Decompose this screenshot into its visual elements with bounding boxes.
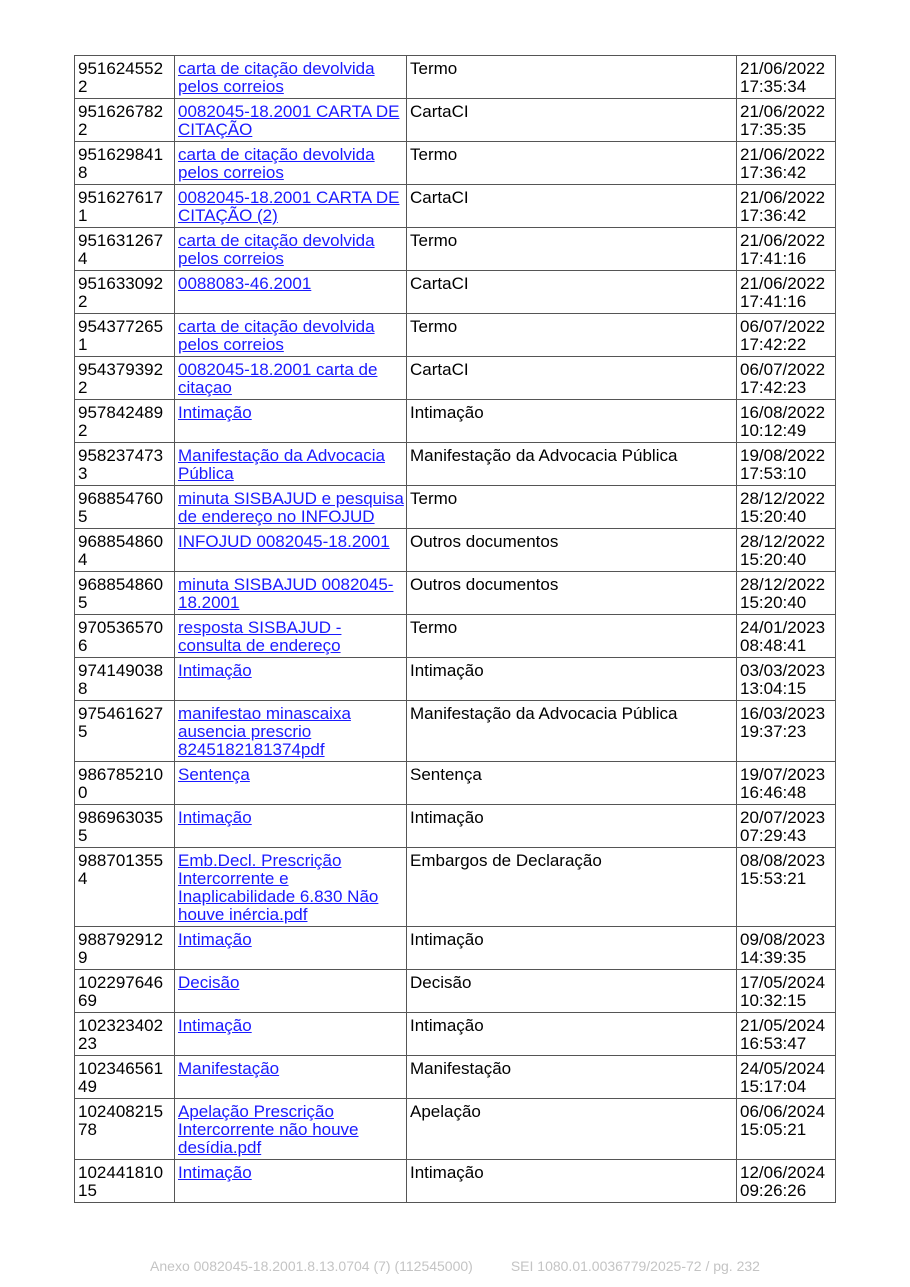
- document-date: 12/06/2024: [740, 1163, 826, 1182]
- document-type-cell: Intimação: [407, 1160, 737, 1203]
- table-row: [75, 805, 836, 848]
- document-time: 17:35:35: [740, 120, 807, 139]
- document-time: 10:32:15: [740, 991, 807, 1010]
- document-link[interactable]: carta de citação devolvida pelos correios: [178, 145, 375, 182]
- document-name-cell: [175, 1013, 407, 1056]
- document-datetime-cell: [737, 658, 836, 701]
- document-time: 14:39:35: [740, 948, 807, 967]
- page-footer: [0, 1258, 910, 1274]
- document-datetime-cell: [737, 927, 836, 970]
- document-datetime-cell: [737, 805, 836, 848]
- documents-table-body: [75, 56, 836, 1203]
- table-row: [75, 443, 836, 486]
- document-name-cell: [175, 658, 407, 701]
- document-type-cell: Termo: [407, 142, 737, 185]
- document-link[interactable]: Decisão: [178, 973, 240, 992]
- document-date: 21/06/2022: [740, 231, 826, 250]
- document-time: 15:53:21: [740, 869, 807, 888]
- document-time: 17:53:10: [740, 464, 807, 483]
- document-name-cell: [175, 357, 407, 400]
- footer-sei-page: SEI 1080.01.0036779/2025-72 / pg. 232: [510, 1258, 760, 1274]
- document-link[interactable]: Intimação: [178, 661, 252, 680]
- document-type-cell: Manifestação: [407, 1056, 737, 1099]
- document-time: 15:20:40: [740, 507, 807, 526]
- document-id-cell: 9543772651: [75, 314, 175, 357]
- table-row: [75, 314, 836, 357]
- table-row: [75, 400, 836, 443]
- document-date: 21/06/2022: [740, 188, 826, 207]
- document-link[interactable]: minuta SISBAJUD 0082045-18.2001: [178, 575, 394, 612]
- table-row: [75, 615, 836, 658]
- document-time: 15:05:21: [740, 1120, 807, 1139]
- document-name-cell: [175, 848, 407, 927]
- document-datetime-cell: [737, 615, 836, 658]
- document-name-cell: [175, 1160, 407, 1203]
- document-type-cell: Termo: [407, 228, 737, 271]
- document-name-cell: [175, 271, 407, 314]
- table-row: [75, 185, 836, 228]
- table-row: [75, 572, 836, 615]
- document-time: 17:41:16: [740, 292, 807, 311]
- document-name-cell: [175, 56, 407, 99]
- document-date: 08/08/2023: [740, 851, 826, 870]
- document-id-cell: 9516298418: [75, 142, 175, 185]
- document-type-cell: Apelação: [407, 1099, 737, 1160]
- document-type-cell: Decisão: [407, 970, 737, 1013]
- table-row: [75, 658, 836, 701]
- document-name-cell: [175, 927, 407, 970]
- document-type-cell: Termo: [407, 486, 737, 529]
- document-id-cell: 10244181015: [75, 1160, 175, 1203]
- document-type-cell: CartaCI: [407, 271, 737, 314]
- document-time: 09:26:26: [740, 1181, 807, 1200]
- document-time: 15:17:04: [740, 1077, 807, 1096]
- document-id-cell: 9754616275: [75, 701, 175, 762]
- table-row: [75, 701, 836, 762]
- document-type-cell: Manifestação da Advocacia Pública: [407, 701, 737, 762]
- document-date: 21/05/2024: [740, 1016, 826, 1035]
- document-datetime-cell: [737, 99, 836, 142]
- document-id-cell: 9516267822: [75, 99, 175, 142]
- document-datetime-cell: [737, 142, 836, 185]
- document-id-cell: 9869630355: [75, 805, 175, 848]
- document-name-cell: [175, 1099, 407, 1160]
- document-id-cell: 9516312674: [75, 228, 175, 271]
- document-id-cell: 9543793922: [75, 357, 175, 400]
- document-type-cell: Manifestação da Advocacia Pública: [407, 443, 737, 486]
- document-id-cell: 9887929129: [75, 927, 175, 970]
- document-id-cell: 10229764669: [75, 970, 175, 1013]
- document-date: 21/06/2022: [740, 274, 826, 293]
- document-link[interactable]: Intimação: [178, 1016, 252, 1035]
- document-datetime-cell: [737, 1099, 836, 1160]
- document-type-cell: Intimação: [407, 1013, 737, 1056]
- documents-table: [74, 55, 836, 1203]
- document-name-cell: [175, 572, 407, 615]
- table-row: [75, 142, 836, 185]
- table-row: [75, 1056, 836, 1099]
- document-type-cell: Outros documentos: [407, 529, 737, 572]
- document-id-cell: 10240821578: [75, 1099, 175, 1160]
- table-row: [75, 927, 836, 970]
- document-datetime-cell: [737, 357, 836, 400]
- document-name-cell: [175, 701, 407, 762]
- document-datetime-cell: [737, 443, 836, 486]
- document-name-cell: [175, 1056, 407, 1099]
- document-type-cell: Termo: [407, 615, 737, 658]
- table-row: [75, 848, 836, 927]
- document-link[interactable]: 0082045-18.2001 CARTA DE CITAÇÃO: [178, 102, 400, 139]
- document-type-cell: CartaCI: [407, 185, 737, 228]
- document-date: 09/08/2023: [740, 930, 826, 949]
- document-type-cell: CartaCI: [407, 99, 737, 142]
- document-type-cell: Intimação: [407, 400, 737, 443]
- document-link[interactable]: Intimação: [178, 403, 252, 422]
- document-time: 13:04:15: [740, 679, 807, 698]
- document-time: 16:46:48: [740, 783, 807, 802]
- document-link[interactable]: 0082045-18.2001 CARTA DE CITAÇÃO (2): [178, 188, 400, 225]
- document-type-cell: Intimação: [407, 927, 737, 970]
- document-id-cell: 9688548604: [75, 529, 175, 572]
- document-datetime-cell: [737, 56, 836, 99]
- document-name-cell: [175, 99, 407, 142]
- document-time: 15:20:40: [740, 550, 807, 569]
- document-date: 21/06/2022: [740, 59, 826, 78]
- document-datetime-cell: [737, 1013, 836, 1056]
- document-link[interactable]: resposta SISBAJUD - consulta de endereço: [178, 618, 342, 655]
- document-time: 17:36:42: [740, 206, 807, 225]
- document-type-cell: Embargos de Declaração: [407, 848, 737, 927]
- document-name-cell: [175, 970, 407, 1013]
- document-link[interactable]: Manifestação da Advocacia Pública: [178, 446, 385, 483]
- document-type-cell: CartaCI: [407, 357, 737, 400]
- document-time: 17:42:22: [740, 335, 807, 354]
- document-date: 21/06/2022: [740, 145, 826, 164]
- document-link[interactable]: Intimação: [178, 808, 252, 827]
- document-id-cell: 9705365706: [75, 615, 175, 658]
- document-datetime-cell: [737, 1056, 836, 1099]
- document-date: 24/01/2023: [740, 618, 826, 637]
- document-id-cell: 9582374733: [75, 443, 175, 486]
- document-date: 19/08/2022: [740, 446, 826, 465]
- document-time: 17:42:23: [740, 378, 807, 397]
- document-name-cell: [175, 762, 407, 805]
- document-date: 21/06/2022: [740, 102, 826, 121]
- table-row: [75, 1013, 836, 1056]
- table-row: [75, 357, 836, 400]
- document-datetime-cell: [737, 486, 836, 529]
- document-date: 28/12/2022: [740, 575, 826, 594]
- document-time: 17:35:34: [740, 77, 807, 96]
- document-date: 17/05/2024: [740, 973, 826, 992]
- document-datetime-cell: [737, 970, 836, 1013]
- document-time: 17:36:42: [740, 163, 807, 182]
- document-id-cell: 10232340223: [75, 1013, 175, 1056]
- document-id-cell: 9516245522: [75, 56, 175, 99]
- document-link[interactable]: manifestao minascaixa ausencia prescrio 8245182181374pdf: [178, 704, 351, 759]
- document-id-cell: 9688547605: [75, 486, 175, 529]
- document-link[interactable]: INFOJUD 0082045-18.2001: [178, 532, 390, 551]
- document-type-cell: Intimação: [407, 658, 737, 701]
- document-link[interactable]: minuta SISBAJUD e pesquisa de endereço no INFOJUD: [178, 489, 404, 526]
- table-row: [75, 762, 836, 805]
- document-date: 24/05/2024: [740, 1059, 826, 1078]
- document-datetime-cell: [737, 314, 836, 357]
- table-row: [75, 228, 836, 271]
- document-datetime-cell: [737, 1160, 836, 1203]
- document-name-cell: [175, 486, 407, 529]
- table-row: [75, 56, 836, 99]
- document-date: 06/07/2022: [740, 317, 826, 336]
- document-datetime-cell: [737, 529, 836, 572]
- document-datetime-cell: [737, 572, 836, 615]
- document-date: 28/12/2022: [740, 532, 826, 551]
- document-type-cell: Termo: [407, 314, 737, 357]
- document-date: 06/06/2024: [740, 1102, 826, 1121]
- document-type-cell: Sentença: [407, 762, 737, 805]
- document-date: 16/03/2023: [740, 704, 826, 723]
- document-name-cell: [175, 314, 407, 357]
- document-id-cell: 9578424892: [75, 400, 175, 443]
- document-date: 06/07/2022: [740, 360, 826, 379]
- document-datetime-cell: [737, 228, 836, 271]
- document-name-cell: [175, 529, 407, 572]
- document-datetime-cell: [737, 271, 836, 314]
- document-id-cell: 9867852100: [75, 762, 175, 805]
- document-datetime-cell: [737, 185, 836, 228]
- document-type-cell: Intimação: [407, 805, 737, 848]
- document-link[interactable]: Emb.Decl. Prescrição Intercorrente e Inaplicabilidade 6.830 Não houve inércia.pdf: [178, 851, 379, 924]
- document-type-cell: Outros documentos: [407, 572, 737, 615]
- document-link[interactable]: Intimação: [178, 930, 252, 949]
- document-datetime-cell: [737, 762, 836, 805]
- document-link[interactable]: carta de citação devolvida pelos correios: [178, 231, 375, 268]
- document-id-cell: 9741490388: [75, 658, 175, 701]
- document-time: 10:12:49: [740, 421, 807, 440]
- document-link[interactable]: Apelação Prescrição Intercorrente não houve desídia.pdf: [178, 1102, 359, 1157]
- footer-annex-reference: Anexo 0082045-18.2001.8.13.0704 (7) (112545000): [150, 1258, 473, 1274]
- document-date: 20/07/2023: [740, 808, 826, 827]
- document-name-cell: [175, 443, 407, 486]
- document-name-cell: [175, 142, 407, 185]
- document-link[interactable]: 0082045-18.2001 carta de citaçao: [178, 360, 378, 397]
- document-name-cell: [175, 805, 407, 848]
- document-time: 07:29:43: [740, 826, 807, 845]
- document-link[interactable]: 0088083-46.2001: [178, 274, 312, 293]
- document-type-cell: Termo: [407, 56, 737, 99]
- document-datetime-cell: [737, 848, 836, 927]
- table-row: [75, 486, 836, 529]
- document-time: 19:37:23: [740, 722, 807, 741]
- document-link[interactable]: Intimação: [178, 1163, 252, 1182]
- table-row: [75, 970, 836, 1013]
- document-date: 03/03/2023: [740, 661, 826, 680]
- document-id-cell: 9516276171: [75, 185, 175, 228]
- document-link[interactable]: Sentença: [178, 765, 250, 784]
- table-row: [75, 1160, 836, 1203]
- document-id-cell: 9887013554: [75, 848, 175, 927]
- document-date: 28/12/2022: [740, 489, 826, 508]
- table-row: [75, 1099, 836, 1160]
- document-time: 15:20:40: [740, 593, 807, 612]
- document-name-cell: [175, 615, 407, 658]
- document-date: 16/08/2022: [740, 403, 826, 422]
- document-time: 08:48:41: [740, 636, 807, 655]
- document-name-cell: [175, 185, 407, 228]
- document-id-cell: 9516330922: [75, 271, 175, 314]
- document-datetime-cell: [737, 701, 836, 762]
- document-name-cell: [175, 400, 407, 443]
- document-link[interactable]: carta de citação devolvida pelos correios: [178, 59, 375, 96]
- document-time: 16:53:47: [740, 1034, 807, 1053]
- document-name-cell: [175, 228, 407, 271]
- document-link[interactable]: Manifestação: [178, 1059, 280, 1078]
- document-datetime-cell: [737, 400, 836, 443]
- document-id-cell: 10234656149: [75, 1056, 175, 1099]
- document-link[interactable]: carta de citação devolvida pelos correios: [178, 317, 375, 354]
- table-row: [75, 271, 836, 314]
- table-row: [75, 529, 836, 572]
- document-date: 19/07/2023: [740, 765, 826, 784]
- document-time: 17:41:16: [740, 249, 807, 268]
- table-row: [75, 99, 836, 142]
- document-id-cell: 9688548605: [75, 572, 175, 615]
